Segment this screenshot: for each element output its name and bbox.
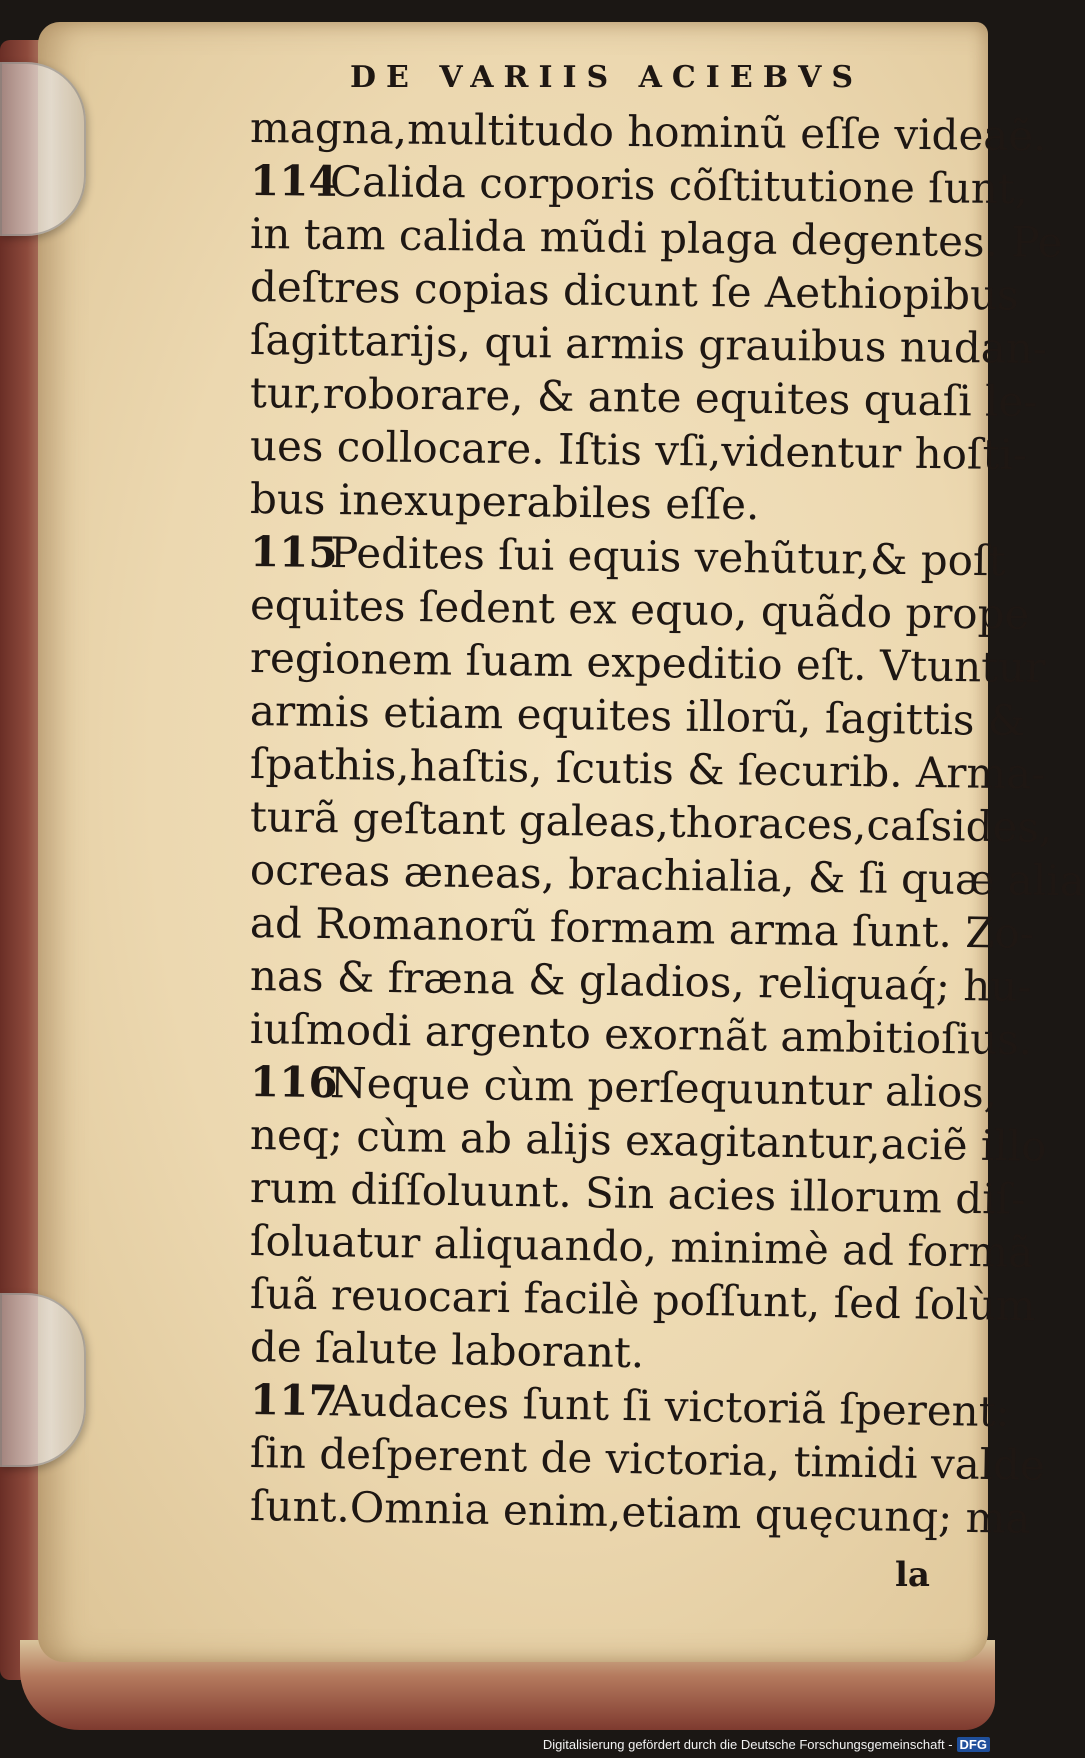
text-line	[249, 949, 1032, 1012]
running-head: DE VARIIS ACIEBVS	[350, 60, 864, 95]
line-text: tur,roborare, & ante equites quaſi le-	[249, 368, 1038, 427]
text-line	[249, 578, 1030, 640]
credit-text: Digitalisierung gefördert durch die Deutsche Forschungsgemeinschaft -	[542, 1737, 953, 1752]
page-text	[249, 60, 1085, 1543]
line-text: magna,multitudo hominũ eſſe videaẽ.	[249, 103, 1047, 161]
line-text: ſagittarijs, qui armis grauibus nudan-	[249, 315, 1048, 374]
paragraph-number: 115	[249, 527, 338, 578]
line-text: ſunt.Omnia enim,etiam quęcunq; ma	[249, 1481, 1031, 1543]
line-text: Neque cùm perſequuntur alios,	[329, 1058, 998, 1117]
line-text: deſtres copias dicunt ſe Aethiopibus	[249, 262, 1019, 320]
text-line	[249, 260, 1019, 321]
line-text: equites ſedent ex equo, quãdo prope	[249, 580, 1030, 639]
page-clip-top	[0, 62, 86, 236]
line-text: ues collocare. Iſtis vſi,videntur hoſti-	[249, 421, 1028, 480]
line-text: de ſalute laborant.	[249, 1322, 645, 1378]
line-text: Calida corporis cõſtitutione ſunt,	[329, 156, 1029, 214]
line-text: neq; cùm ab alijs exagitantur,aciẽ illo	[249, 1110, 1047, 1171]
paragraph-number: 114	[249, 156, 338, 206]
line-text: regionem ſuam expeditio eſt. Vtuntur	[249, 633, 1046, 693]
line-text: armis etiam equites illorũ, ſagittis &	[249, 686, 1026, 746]
paragraph-number: 117	[249, 1375, 339, 1426]
text-line	[249, 207, 1063, 268]
text-line	[249, 101, 1047, 161]
text-line	[249, 154, 1029, 214]
text-line	[249, 525, 1006, 587]
line-text: ocreas æneas, brachialia, & ſi quæ alia	[249, 845, 1085, 906]
page-clip-bottom	[0, 1293, 86, 1467]
line-text: iuſmodi argento exornãt ambitioſius.	[249, 1004, 1033, 1065]
text-line	[249, 737, 1046, 799]
paragraph-number: 116	[249, 1057, 339, 1108]
text-line	[249, 366, 1038, 427]
line-text: Pedites ſui equis vehũtur,& poſt	[329, 527, 1006, 586]
line-text: nas & fræna & gladios, reliquaq́; hu-	[249, 951, 1032, 1012]
catchword: la	[895, 1555, 930, 1595]
line-text: ſin deſperent de victoria, timidi valde	[249, 1428, 1046, 1490]
text-line	[249, 631, 1046, 693]
text-line	[249, 843, 1085, 906]
text-lines	[249, 101, 1085, 1543]
text-line	[249, 419, 1028, 480]
line-text: bus inexuperabiles eſſe.	[249, 474, 760, 530]
text-line	[249, 313, 1048, 374]
line-text: turã geſtant galeas,thoraces,caſsides,	[249, 792, 1053, 852]
text-line	[249, 790, 1053, 852]
line-text: ad Romanorũ formam arma ſunt. Zo-	[249, 898, 1035, 958]
line-text: rum diſſoluunt. Sin acies illorum diſ-	[249, 1163, 1026, 1224]
line-text: Audaces ſunt ſi victoriã ſperent:	[329, 1376, 1011, 1437]
text-line	[249, 896, 1035, 959]
line-text: in tam calida mũdi plaga degentes. Pe	[249, 209, 1063, 267]
text-line	[250, 472, 951, 533]
line-text: ſpathis,haſtis, ſcutis & ſecurib. Arma-	[249, 739, 1046, 799]
text-line	[249, 684, 1026, 746]
line-text: ſuã reuocari facilè poſſunt, ſed ſolùm	[249, 1269, 1036, 1331]
line-text: ſoluatur aliquando, minimè ad formã	[249, 1216, 1034, 1278]
digitization-credit	[543, 1737, 990, 1752]
dfg-logo: DFG	[957, 1737, 990, 1752]
